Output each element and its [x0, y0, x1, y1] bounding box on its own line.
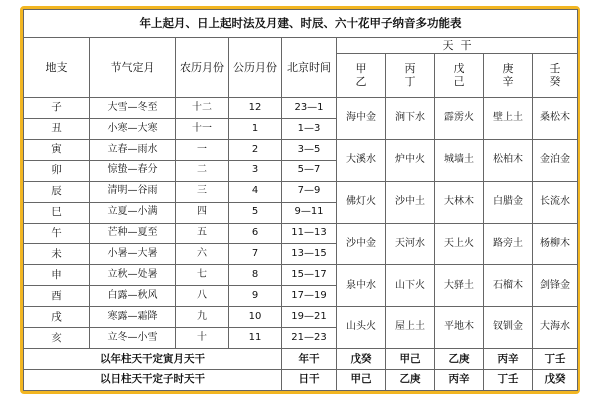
multi-function-table	[23, 9, 578, 391]
stem-header: 戊 己	[435, 53, 484, 97]
branch-cell: 丑	[24, 118, 90, 139]
footer-value: 戊癸	[337, 349, 386, 370]
beijing-time-cell: 23—1	[282, 97, 337, 118]
table-row	[24, 223, 578, 244]
footer-row	[24, 369, 578, 390]
beijing-time-cell: 15—17	[282, 265, 337, 286]
solar-month-cell: 12	[229, 97, 282, 118]
solar-term-cell: 白露—秋风	[90, 286, 176, 307]
solar-term-cell: 立夏—小满	[90, 202, 176, 223]
footer-row	[24, 349, 578, 370]
nayin-cell: 海中金	[337, 97, 386, 139]
branch-cell: 未	[24, 244, 90, 265]
nayin-cell: 大驿土	[435, 265, 484, 307]
solar-month-cell: 11	[229, 328, 282, 349]
beijing-time-cell: 7—9	[282, 181, 337, 202]
branch-cell: 亥	[24, 328, 90, 349]
footer-label: 以年柱天干定寅月天干	[24, 349, 282, 370]
beijing-time-cell: 3—5	[282, 139, 337, 160]
solar-month-cell: 10	[229, 307, 282, 328]
footer-value: 甲己	[386, 349, 435, 370]
beijing-time-cell: 21—23	[282, 328, 337, 349]
solar-term-cell: 大雪—冬至	[90, 97, 176, 118]
solar-term-cell: 芒种—夏至	[90, 223, 176, 244]
nayin-cell: 泉中水	[337, 265, 386, 307]
solar-month-cell: 8	[229, 265, 282, 286]
branch-cell: 辰	[24, 181, 90, 202]
table-row	[24, 181, 578, 202]
solar-month-cell: 3	[229, 160, 282, 181]
nayin-cell: 松柏木	[484, 139, 533, 181]
header-gongli: 公历月份	[229, 37, 282, 97]
header-tiangan: 天 干	[337, 37, 578, 53]
lunar-month-cell: 十	[176, 328, 229, 349]
nayin-cell: 金泊金	[533, 139, 578, 181]
table-row	[24, 97, 578, 118]
nayin-cell: 壁上土	[484, 97, 533, 139]
solar-term-cell: 寒露—霜降	[90, 307, 176, 328]
branch-cell: 寅	[24, 139, 90, 160]
branch-cell: 酉	[24, 286, 90, 307]
beijing-time-cell: 17—19	[282, 286, 337, 307]
lunar-month-cell: 三	[176, 181, 229, 202]
solar-term-cell: 立秋—处暑	[90, 265, 176, 286]
nayin-cell: 涧下水	[386, 97, 435, 139]
footer-key: 年干	[282, 349, 337, 370]
header-beijing: 北京时间	[282, 37, 337, 97]
branch-cell: 午	[24, 223, 90, 244]
table-row	[24, 139, 578, 160]
solar-month-cell: 6	[229, 223, 282, 244]
solar-month-cell: 1	[229, 118, 282, 139]
footer-value: 乙庚	[435, 349, 484, 370]
footer-value: 丙辛	[435, 369, 484, 390]
stem-header: 甲 乙	[337, 53, 386, 97]
nayin-cell: 大溪水	[337, 139, 386, 181]
beijing-time-cell: 9—11	[282, 202, 337, 223]
footer-label: 以日柱天干定子时天干	[24, 369, 282, 390]
nayin-cell: 钗钏金	[484, 307, 533, 349]
nayin-cell: 沙中土	[386, 181, 435, 223]
header-jieqi: 节气定月	[90, 37, 176, 97]
footer-value: 丁壬	[484, 369, 533, 390]
header-dizhi: 地支	[24, 37, 90, 97]
table-frame	[20, 6, 580, 394]
table-row	[24, 307, 578, 328]
solar-term-cell: 清明—谷雨	[90, 181, 176, 202]
nayin-cell: 白腊金	[484, 181, 533, 223]
stem-header: 壬 癸	[533, 53, 578, 97]
lunar-month-cell: 六	[176, 244, 229, 265]
branch-cell: 子	[24, 97, 90, 118]
stem-header: 丙 丁	[386, 53, 435, 97]
nayin-cell: 天河水	[386, 223, 435, 265]
footer-value: 乙庚	[386, 369, 435, 390]
table-title: 年上起月、日上起时法及月建、时辰、六十花甲子纳音多功能表	[24, 10, 578, 38]
table-row	[24, 265, 578, 286]
nayin-cell: 杨柳木	[533, 223, 578, 265]
solar-term-cell: 小暑—大暑	[90, 244, 176, 265]
solar-term-cell: 小寒—大寒	[90, 118, 176, 139]
nayin-cell: 山头火	[337, 307, 386, 349]
beijing-time-cell: 1—3	[282, 118, 337, 139]
lunar-month-cell: 十二	[176, 97, 229, 118]
beijing-time-cell: 11—13	[282, 223, 337, 244]
footer-value: 丙辛	[484, 349, 533, 370]
lunar-month-cell: 四	[176, 202, 229, 223]
nayin-cell: 大林木	[435, 181, 484, 223]
lunar-month-cell: 七	[176, 265, 229, 286]
nayin-cell: 炉中火	[386, 139, 435, 181]
nayin-cell: 桑松木	[533, 97, 578, 139]
footer-value: 戊癸	[533, 369, 578, 390]
branch-cell: 巳	[24, 202, 90, 223]
stem-header: 庚 辛	[484, 53, 533, 97]
nayin-cell: 石榴木	[484, 265, 533, 307]
solar-month-cell: 9	[229, 286, 282, 307]
branch-cell: 戌	[24, 307, 90, 328]
nayin-cell: 佛灯火	[337, 181, 386, 223]
lunar-month-cell: 十一	[176, 118, 229, 139]
nayin-cell: 长流水	[533, 181, 578, 223]
beijing-time-cell: 13—15	[282, 244, 337, 265]
nayin-cell: 沙中金	[337, 223, 386, 265]
lunar-month-cell: 一	[176, 139, 229, 160]
lunar-month-cell: 八	[176, 286, 229, 307]
solar-month-cell: 2	[229, 139, 282, 160]
nayin-cell: 城墙土	[435, 139, 484, 181]
lunar-month-cell: 五	[176, 223, 229, 244]
footer-value: 甲己	[337, 369, 386, 390]
lunar-month-cell: 九	[176, 307, 229, 328]
lunar-month-cell: 二	[176, 160, 229, 181]
nayin-cell: 平地木	[435, 307, 484, 349]
nayin-cell: 剑锋金	[533, 265, 578, 307]
branch-cell: 申	[24, 265, 90, 286]
solar-term-cell: 立春—雨水	[90, 139, 176, 160]
nayin-cell: 路旁土	[484, 223, 533, 265]
header-nongli: 农历月份	[176, 37, 229, 97]
footer-value: 丁壬	[533, 349, 578, 370]
beijing-time-cell: 19—21	[282, 307, 337, 328]
nayin-cell: 大海水	[533, 307, 578, 349]
nayin-cell: 天上火	[435, 223, 484, 265]
solar-term-cell: 惊蛰—春分	[90, 160, 176, 181]
solar-month-cell: 4	[229, 181, 282, 202]
branch-cell: 卯	[24, 160, 90, 181]
solar-month-cell: 5	[229, 202, 282, 223]
footer-key: 日干	[282, 369, 337, 390]
solar-term-cell: 立冬—小雪	[90, 328, 176, 349]
beijing-time-cell: 5—7	[282, 160, 337, 181]
nayin-cell: 山下火	[386, 265, 435, 307]
solar-month-cell: 7	[229, 244, 282, 265]
nayin-cell: 霹雳火	[435, 97, 484, 139]
nayin-cell: 屋上土	[386, 307, 435, 349]
